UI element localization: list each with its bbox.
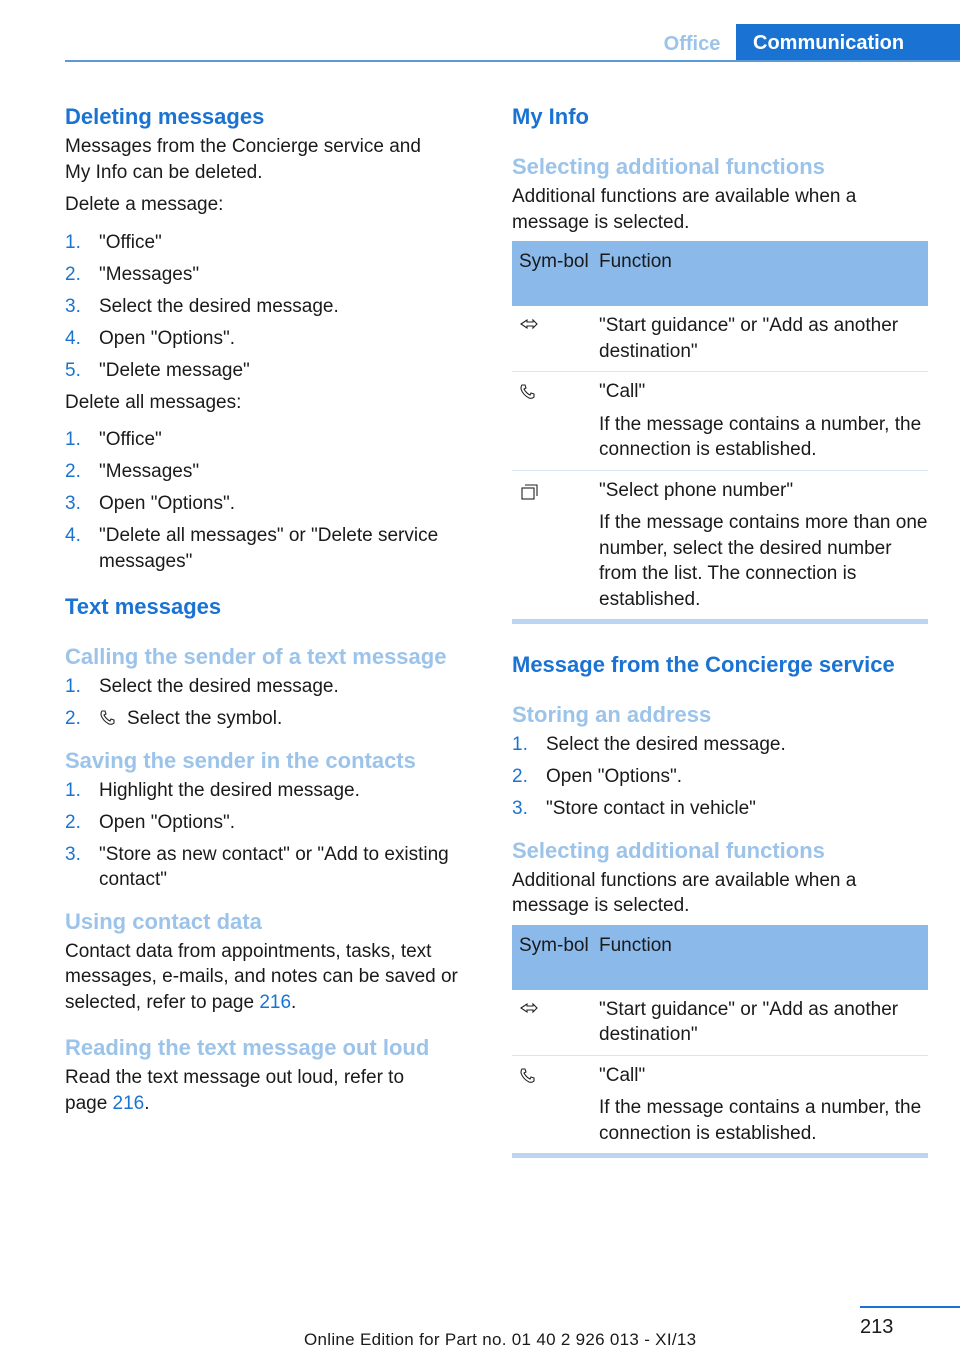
table-bottom-rule	[512, 619, 928, 624]
list-item: 2. "Messages"	[65, 461, 200, 482]
phone-icon	[99, 709, 117, 727]
list-item: 2. Select the symbol.	[65, 708, 283, 729]
footer-rule	[860, 1306, 960, 1308]
table-cell-symbol	[512, 306, 592, 372]
list-item: 2. Open "Options".	[512, 766, 683, 787]
table-cell-symbol	[512, 470, 592, 619]
calling-sender-heading: Calling the sender of a text message	[65, 644, 447, 669]
list-item: 1. Select the desired message.	[512, 734, 786, 755]
left-column	[65, 100, 475, 1116]
list-item: 1. "Office"	[65, 231, 162, 253]
using-contact-data-text: Contact data from appointments, tasks, text messages, e-mails, and notes can be saved or selected, refer to page 216.	[65, 940, 458, 1013]
phone-icon	[519, 1067, 537, 1085]
my-info-functions-table	[512, 241, 928, 619]
column-header-function: Function	[592, 241, 928, 306]
deleting-messages-heading: Deleting messages	[65, 104, 265, 129]
delete-all-label: Delete all messages:	[65, 391, 242, 413]
page-link[interactable]: 216	[259, 991, 292, 1013]
table-row	[512, 1055, 928, 1153]
right-column	[512, 100, 928, 1158]
table-cell-function: "Start guidance" or "Add as another destination"	[592, 306, 928, 372]
phone-icon	[519, 383, 537, 401]
table-row	[512, 470, 928, 619]
page-number: 213	[860, 1316, 894, 1338]
delete-one-label: Delete a message:	[65, 194, 224, 215]
column-header-symbol: Sym-bol	[512, 925, 592, 990]
table-cell-function: "Call" If the message contains a number, the connection is established.	[599, 1064, 922, 1144]
list-item: 4. "Delete all messages" or "Delete service messages"	[65, 525, 439, 572]
saving-steps	[65, 778, 475, 893]
my-info-selecting-heading: Selecting additional functions	[512, 154, 825, 179]
deleting-intro: Messages from the Concierge service and My Info can be deleted.	[65, 136, 421, 183]
storing-address-heading: Storing an address	[512, 702, 712, 727]
table-row	[512, 306, 928, 372]
storing-steps	[512, 732, 928, 822]
list-item: 3. "Store contact in vehicle"	[512, 798, 756, 819]
tab-communication[interactable]: Communication	[736, 24, 960, 62]
column-header-function: Function	[592, 925, 928, 990]
concierge-heading: Message from the Concierge service	[512, 652, 895, 677]
using-contact-data-heading: Using contact data	[65, 908, 262, 934]
table-row	[512, 990, 928, 1056]
list-item: 3. Open "Options".	[65, 493, 236, 514]
saving-sender-heading: Saving the sender in the contacts	[65, 747, 416, 773]
my-info-intro: Additional functions are available when a message is selected.	[512, 186, 857, 233]
my-info-heading: My Info	[512, 104, 589, 129]
navigation-icon	[519, 1001, 539, 1015]
list-item: 2. "Messages"	[65, 263, 200, 285]
calling-steps	[65, 674, 475, 732]
navigation-icon	[519, 317, 539, 331]
concierge-functions-table	[512, 925, 928, 1154]
table-cell-symbol	[512, 990, 592, 1056]
table-cell-function: "Call" If the message contains a number, the connection is established.	[592, 372, 928, 471]
list-item: 3. Select the desired message.	[65, 295, 339, 317]
table-cell-function: "Select phone number" If the message contains more than one number, select the desired number from the list. The connection is established.	[599, 479, 928, 610]
list-item: 1. Select the desired message.	[65, 676, 339, 697]
table-cell-function: "Start guidance" or "Add as another destination"	[592, 990, 928, 1056]
list-item: 3. "Store as new contact" or "Add to existing contact"	[65, 843, 449, 890]
list-item: 1. "Office"	[65, 429, 162, 450]
select-number-icon	[519, 482, 539, 502]
reading-aloud-text: Read the text message out loud, refer to page 216.	[65, 1067, 405, 1114]
text-messages-heading: Text messages	[65, 594, 222, 619]
concierge-selecting-heading: Selecting additional functions	[512, 837, 825, 863]
page-link[interactable]: 216	[112, 1092, 145, 1114]
table-cell-symbol	[512, 1055, 592, 1153]
list-item: 1. Highlight the desired message.	[65, 779, 360, 801]
column-header-symbol: Sym-bol	[512, 241, 592, 306]
table-bottom-rule	[512, 1153, 928, 1158]
tab-office[interactable]: Office	[663, 33, 721, 55]
delete-all-steps	[65, 427, 475, 574]
header-divider	[65, 60, 960, 62]
edition-note: Online Edition for Part no. 01 40 2 926 013 - XI/13	[304, 1330, 697, 1349]
reading-aloud-heading: Reading the text message out loud	[65, 1035, 430, 1060]
concierge-intro: Additional functions are available when a message is selected.	[512, 869, 857, 916]
table-row	[512, 372, 928, 471]
list-item: 5. "Delete message"	[65, 359, 250, 381]
delete-one-steps	[65, 230, 475, 384]
list-item: 2. Open "Options".	[65, 811, 236, 833]
table-cell-symbol	[512, 372, 592, 471]
list-item: 4. Open "Options".	[65, 327, 236, 349]
